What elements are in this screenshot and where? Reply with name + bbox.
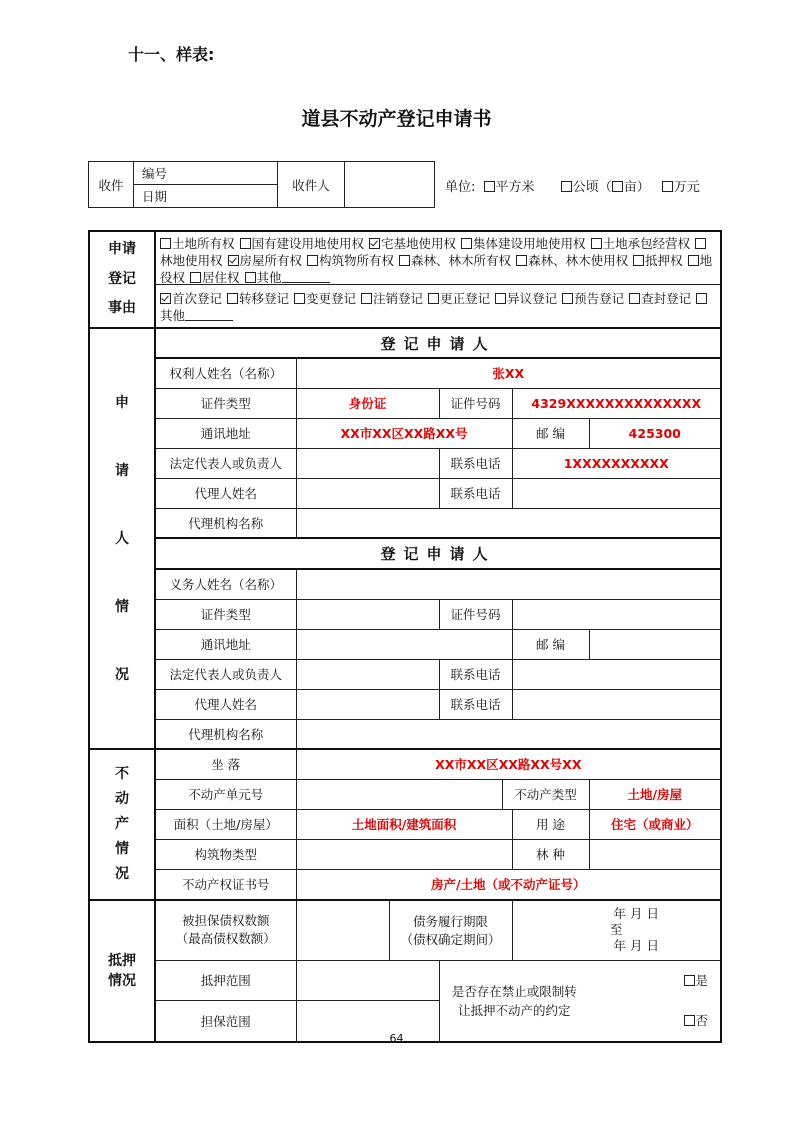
property-label-3: 产 <box>115 816 129 832</box>
checkbox-icon[interactable] <box>307 255 318 266</box>
registration-type-options <box>156 285 720 326</box>
obligor-id-number-label: 证件号码 <box>439 599 512 629</box>
applicant-label-1: 申 <box>115 394 129 411</box>
obligor-agent-label: 代理人姓名 <box>155 689 296 719</box>
rights-type-option-label: 土地所有权 <box>172 236 235 251</box>
rights-type-option-label: 林地使用权 <box>160 253 223 268</box>
rights-type-other-blank[interactable] <box>282 270 330 283</box>
amount-term-cell <box>296 900 512 960</box>
legal-rep-field[interactable] <box>296 448 439 478</box>
reason-options <box>155 231 721 328</box>
restriction-text: 是否存在禁止或限制转让抵押不动产的约定 <box>451 983 577 1018</box>
amount-label-line2: （最高债权数额） <box>175 931 276 947</box>
amount-field[interactable] <box>297 901 390 960</box>
scope-field[interactable] <box>296 960 439 1001</box>
rights-type-option-label: 森林、林木所有权 <box>411 253 512 268</box>
obligor-legal-rep-field[interactable] <box>296 659 439 689</box>
applicant-label-2: 请 <box>115 462 129 479</box>
receiver-label: 收件人 <box>278 162 345 208</box>
agent-phone-label: 联系电话 <box>439 478 512 508</box>
address-label: 通讯地址 <box>155 418 296 448</box>
checkbox-icon[interactable] <box>695 238 706 249</box>
agent-field[interactable] <box>296 478 439 508</box>
reason-label <box>89 231 155 328</box>
postcode-label: 邮 编 <box>512 418 589 448</box>
applicant-label-4: 情 <box>115 598 129 615</box>
section-heading: 十一、样表: <box>128 45 215 64</box>
registration-type-option-label: 其他 <box>160 308 186 323</box>
unit-no-field[interactable] <box>296 779 589 809</box>
checkbox-icon[interactable] <box>428 293 439 304</box>
id-type-label: 证件类型 <box>155 388 296 418</box>
rights-type-option-label: 集体建设用地使用权 <box>473 236 586 251</box>
checkbox-checked-icon[interactable] <box>160 293 171 304</box>
legal-rep-label: 法定代表人或负责人 <box>155 448 296 478</box>
rights-type-option[interactable] <box>190 270 240 285</box>
checkbox-wanyuan[interactable] <box>662 181 673 192</box>
phone-label: 联系电话 <box>439 448 512 478</box>
checkbox-icon[interactable] <box>294 293 305 304</box>
restriction-yes[interactable] <box>589 961 708 1001</box>
checkbox-hectare[interactable] <box>561 181 572 192</box>
rights-type-option-label: 构筑物所有权 <box>319 253 395 268</box>
obligor-phone-field[interactable] <box>512 659 721 689</box>
date-to-separator: 至 <box>610 922 623 938</box>
reason-label-2: 登记 <box>108 270 136 287</box>
structure-field[interactable] <box>296 839 512 869</box>
id-number-label: 证件号码 <box>439 388 512 418</box>
checkbox-icon[interactable] <box>688 255 699 266</box>
yes-label: 是 <box>695 972 709 988</box>
applicant-header: 登记申请人 <box>155 328 721 358</box>
property-section-label <box>89 749 155 900</box>
obligor-agency-label: 代理机构名称 <box>155 719 296 749</box>
phone-field[interactable]: 1XXXXXXXXXX <box>512 448 721 478</box>
unit-sqm: 平方米 <box>495 180 535 195</box>
rights-holder-field[interactable]: 张XX <box>296 358 721 388</box>
reason-label-1: 申请 <box>108 241 136 258</box>
checkbox-icon[interactable] <box>190 272 201 283</box>
unit-line <box>445 176 700 195</box>
obligor-id-number-field[interactable] <box>512 599 721 629</box>
guarantee-label: 担保范围 <box>155 1001 296 1042</box>
registration-type-option-label: 查封登记 <box>641 291 692 306</box>
checkbox-icon[interactable] <box>399 255 410 266</box>
checkbox-icon[interactable] <box>516 255 527 266</box>
checkbox-yes[interactable] <box>684 975 695 986</box>
property-label-5: 况 <box>115 866 129 882</box>
rights-type-option[interactable] <box>228 253 303 268</box>
rights-type-option[interactable] <box>516 253 628 268</box>
obligor-agent-field[interactable] <box>296 689 439 719</box>
term-label <box>390 913 512 949</box>
mortgage-section-label <box>89 900 155 1042</box>
registration-type-other-blank[interactable] <box>185 308 233 321</box>
rights-type-option[interactable] <box>633 253 683 268</box>
rights-type-option-label: 房屋所有权 <box>239 253 303 268</box>
term-dates-field[interactable] <box>512 900 721 960</box>
registration-type-option-label: 预告登记 <box>574 291 625 306</box>
agent-label: 代理人姓名 <box>155 478 296 508</box>
checkbox-icon[interactable] <box>461 238 472 249</box>
application-form-table <box>88 230 722 1043</box>
property-type-field[interactable]: 土地/房屋 <box>589 779 721 809</box>
obligor-address-label: 通讯地址 <box>155 629 296 659</box>
unit-no-label: 不动产单元号 <box>155 779 296 809</box>
registration-type-option-label: 异议登记 <box>507 291 558 306</box>
obligor-phone-label: 联系电话 <box>439 659 512 689</box>
registration-type-option-label: 转移登记 <box>239 291 290 306</box>
registration-type-option-label: 变更登记 <box>306 291 357 306</box>
rights-type-options <box>156 232 720 285</box>
id-number-field[interactable]: 4329XXXXXXXXXXXXXX <box>512 388 721 418</box>
rights-type-option-label: 森林、林木使用权 <box>528 253 629 268</box>
receipt-number-field[interactable] <box>134 162 278 185</box>
rights-type-option[interactable] <box>399 253 511 268</box>
rights-type-option[interactable] <box>461 236 586 251</box>
unit-wanyuan: 万元 <box>673 180 700 195</box>
page-number: 64 <box>389 1032 404 1045</box>
checkbox-sqm[interactable] <box>484 181 495 192</box>
checkbox-icon[interactable] <box>629 293 640 304</box>
rights-type-option[interactable] <box>240 236 365 251</box>
registration-type-option-label: 首次登记 <box>172 291 223 306</box>
checkbox-no[interactable] <box>684 1015 695 1026</box>
rights-type-option[interactable] <box>245 270 330 285</box>
checkbox-icon[interactable] <box>696 293 707 304</box>
cert-field[interactable]: 房产/土地（或不动产证号） <box>296 869 721 900</box>
rights-holder-label: 权利人姓名（名称） <box>155 358 296 388</box>
applicant-section-label <box>89 328 155 749</box>
checkbox-icon[interactable] <box>361 293 372 304</box>
checkbox-icon[interactable] <box>227 293 238 304</box>
rights-type-option-label: 宅基地使用权 <box>381 236 457 251</box>
term-label-line2: （债权确定期间） <box>400 932 501 947</box>
checkbox-icon[interactable] <box>562 293 573 304</box>
rights-type-option-label: 地役权 <box>160 253 713 285</box>
rights-type-option[interactable] <box>307 253 394 268</box>
registration-type-option[interactable] <box>160 291 222 306</box>
id-type-field[interactable]: 身份证 <box>296 388 439 418</box>
rights-type-option-label: 国有建设用地使用权 <box>251 236 365 251</box>
location-label: 坐 落 <box>155 749 296 779</box>
checkbox-icon[interactable] <box>633 255 644 266</box>
checkbox-icon[interactable] <box>495 293 506 304</box>
registration-type-option[interactable] <box>294 291 356 306</box>
checkbox-checked-icon[interactable] <box>369 238 380 249</box>
registration-type-option-label: 更正登记 <box>440 291 491 306</box>
rights-type-option-label: 抵押权 <box>645 253 683 268</box>
applicant-label-5: 况 <box>115 666 129 683</box>
obligor-postcode-field[interactable] <box>589 629 721 659</box>
checkbox-icon[interactable] <box>160 238 171 249</box>
term-label-line1: 债务履行期限 <box>412 914 488 929</box>
agency-field[interactable] <box>296 508 721 538</box>
checkbox-mu[interactable] <box>612 181 623 192</box>
agency-label: 代理机构名称 <box>155 508 296 538</box>
obligor-agency-field[interactable] <box>296 719 721 749</box>
obligor-agent-phone-label: 联系电话 <box>439 689 512 719</box>
registration-type-option[interactable] <box>495 291 557 306</box>
forest-label: 林 种 <box>512 839 589 869</box>
applicant-label-3: 人 <box>115 530 129 547</box>
address-field[interactable]: XX市XX区XX路XX号 <box>296 418 512 448</box>
registration-type-option[interactable] <box>227 291 289 306</box>
registration-type-option[interactable] <box>562 291 624 306</box>
registration-type-option[interactable] <box>629 291 691 306</box>
rights-type-option-label: 土地承包经营权 <box>602 236 691 251</box>
use-label: 用 途 <box>512 809 589 839</box>
registration-type-option[interactable] <box>428 291 490 306</box>
use-field[interactable]: 住宅（或商业） <box>589 809 721 839</box>
mortgage-label-2: 情况 <box>108 972 136 989</box>
obligor-legal-rep-label: 法定代表人或负责人 <box>155 659 296 689</box>
restriction-options <box>589 960 721 1042</box>
scope-label: 抵押范围 <box>155 960 296 1001</box>
area-label: 面积（土地/房屋） <box>155 809 296 839</box>
reason-label-3: 事由 <box>108 300 136 317</box>
obligor-name-label: 义务人姓名（名称） <box>155 569 296 599</box>
forest-field[interactable] <box>589 839 721 869</box>
receipt-table <box>88 161 435 208</box>
rights-type-option[interactable] <box>591 236 691 251</box>
no-label: 否 <box>695 1012 709 1028</box>
area-field[interactable]: 土地面积/建筑面积 <box>296 809 512 839</box>
unit-mu: 亩） <box>623 180 650 195</box>
checkbox-icon[interactable] <box>245 272 256 283</box>
obligor-address-field[interactable] <box>296 629 512 659</box>
rights-type-option[interactable] <box>160 236 235 251</box>
obligor-id-type-label: 证件类型 <box>155 599 296 629</box>
postcode-field[interactable]: 425300 <box>589 418 721 448</box>
obligor-agent-phone-field[interactable] <box>512 689 721 719</box>
receipt-date-label: 日期 <box>142 189 168 204</box>
structure-label: 构筑物类型 <box>155 839 296 869</box>
checkbox-icon[interactable] <box>591 238 602 249</box>
amount-label-line1: 被担保债权数额 <box>181 913 270 929</box>
restriction-label <box>439 960 589 1042</box>
obligor-postcode-label: 邮 编 <box>512 629 589 659</box>
date-to: 年 月 日 <box>613 938 659 954</box>
date-from: 年 月 日 <box>613 906 659 922</box>
rights-type-option-label: 居住权 <box>202 270 240 285</box>
mortgage-label-1: 抵押 <box>108 952 136 969</box>
property-label-4: 情 <box>115 841 129 857</box>
receipt-label: 收件 <box>89 162 134 208</box>
amount-label <box>155 900 296 960</box>
checkbox-icon[interactable] <box>240 238 251 249</box>
property-label-2: 动 <box>115 791 129 807</box>
location-field[interactable]: XX市XX区XX路XX号XX <box>296 749 721 779</box>
rights-type-option[interactable] <box>369 236 456 251</box>
receipt-date-field[interactable] <box>134 185 278 208</box>
obligor-header: 登记申请人 <box>155 538 721 569</box>
agent-phone-field[interactable] <box>512 478 721 508</box>
obligor-id-type-field[interactable] <box>296 599 439 629</box>
receiver-field[interactable] <box>345 162 435 208</box>
property-type-label: 不动产类型 <box>502 780 589 809</box>
cert-label: 不动产权证书号 <box>155 869 296 900</box>
registration-type-option[interactable] <box>361 291 423 306</box>
property-label-1: 不 <box>115 766 129 782</box>
checkbox-checked-icon[interactable] <box>228 255 239 266</box>
unit-hectare: 公顷（ <box>572 180 612 195</box>
registration-type-option-label: 注销登记 <box>373 291 424 306</box>
unit-label: 单位: <box>445 180 476 195</box>
rights-type-option-label: 其他 <box>256 270 282 285</box>
form-title: 道县不动产登记申请书 <box>301 108 492 130</box>
obligor-name-field[interactable] <box>296 569 721 599</box>
receipt-number-label: 编号 <box>142 166 168 181</box>
